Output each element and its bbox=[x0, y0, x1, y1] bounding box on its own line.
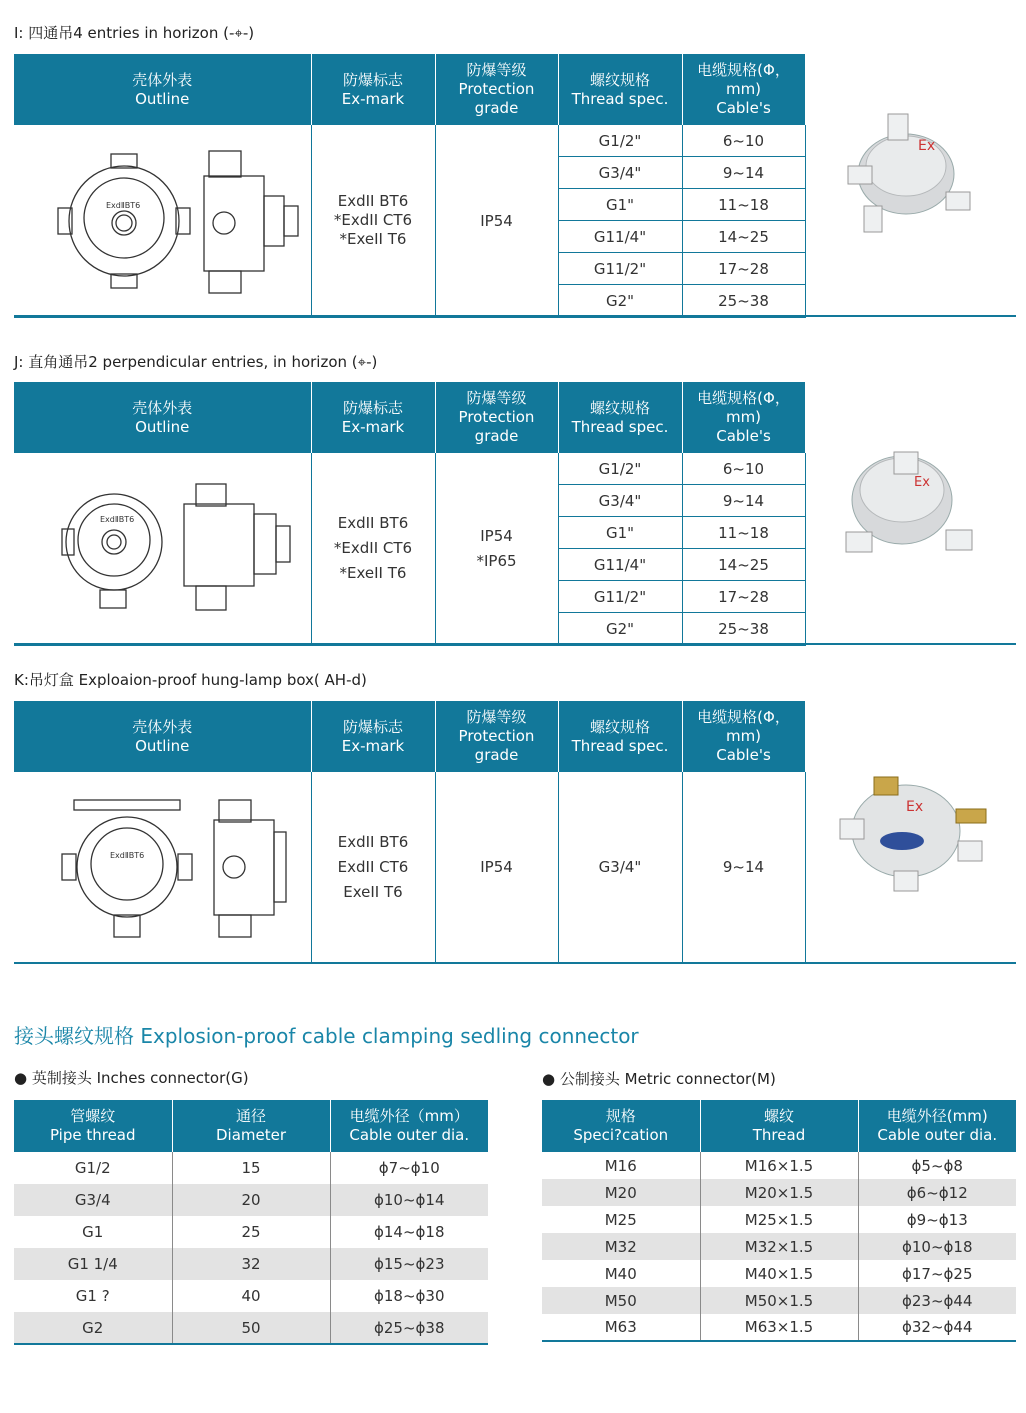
cable-cell: 11~18 bbox=[682, 517, 805, 549]
protection-cell: IP54 bbox=[435, 772, 558, 963]
table-cell: G2 bbox=[14, 1312, 172, 1344]
spec-table-j bbox=[14, 382, 1016, 646]
cable-cell: 9~14 bbox=[682, 485, 805, 517]
table-cell: 50 bbox=[172, 1312, 330, 1344]
header-protection: 防爆等级 Protection grade bbox=[435, 701, 558, 772]
table-cell: ϕ6~ϕ12 bbox=[858, 1179, 1016, 1206]
header-cable: 电缆规格(Φ，mm) Cable's bbox=[682, 382, 805, 453]
thread-cell: G1/2" bbox=[558, 125, 682, 157]
metric-connector-title: ● 公制接头 Metric connector(M) bbox=[542, 1070, 776, 1088]
thread-cell: G11/2" bbox=[558, 581, 682, 613]
table-cell: ϕ32~ϕ44 bbox=[858, 1314, 1016, 1341]
cable-cell: 25~38 bbox=[682, 285, 805, 318]
table-cell: ϕ23~ϕ44 bbox=[858, 1287, 1016, 1314]
table-cell: M40×1.5 bbox=[700, 1260, 858, 1287]
thread-cell: G1/2" bbox=[558, 453, 682, 485]
junction-box-drawing-icon bbox=[14, 126, 311, 316]
outline-drawing-cell bbox=[14, 772, 311, 963]
header-exmark: 防爆标志 Ex-mark bbox=[311, 701, 435, 772]
section-title-k: K:吊灯盒 Exploaion-proof hung-lamp box( AH-d) bbox=[14, 671, 367, 689]
header-outline: 壳体外表 Outline bbox=[14, 701, 311, 772]
table-cell: M40 bbox=[542, 1260, 700, 1287]
header-cable-outer: 电缆外径（mm） Cable outer dia. bbox=[330, 1100, 488, 1152]
table-cell: M16 bbox=[542, 1152, 700, 1179]
junction-box-drawing-icon bbox=[14, 454, 311, 644]
inch-connector-table bbox=[14, 1100, 488, 1345]
thread-cell: G1" bbox=[558, 517, 682, 549]
thread-cell: G2" bbox=[558, 613, 682, 646]
table-cell: G1 1/4 bbox=[14, 1248, 172, 1280]
table-cell: G1 bbox=[14, 1216, 172, 1248]
thread-cell: G3/4" bbox=[558, 485, 682, 517]
table-cell: ϕ14~ϕ18 bbox=[373, 1223, 445, 1241]
table-cell: 40 bbox=[172, 1280, 330, 1312]
cable-cell: 14~25 bbox=[682, 549, 805, 581]
cable-cell: 11~18 bbox=[682, 189, 805, 221]
header-thread: 螺纹规格 Thread spec. bbox=[558, 701, 682, 772]
table-cell: ϕ17~ϕ25 bbox=[901, 1264, 973, 1283]
table-cell: M50×1.5 bbox=[700, 1287, 858, 1314]
thread-cell: G11/4" bbox=[558, 549, 682, 581]
protection-cell: IP54 *IP65 bbox=[435, 453, 558, 645]
header-cable: 电缆规格(Φ，mm) Cable's bbox=[682, 54, 805, 125]
table-cell: G1/2 bbox=[14, 1152, 172, 1184]
table-cell: 15 bbox=[172, 1152, 330, 1184]
header-exmark: 防爆标志 Ex-mark bbox=[311, 54, 435, 125]
cable-cell: 17~28 bbox=[682, 581, 805, 613]
exmark-cell: ExdII BT6 ExdII CT6 ExeII T6 bbox=[311, 772, 435, 963]
header-thread: 螺纹规格 Thread spec. bbox=[558, 54, 682, 125]
table-cell: 32 bbox=[172, 1248, 330, 1280]
table-cell: M25 bbox=[542, 1206, 700, 1233]
section-title-i: I: 四通吊4 entries in horizon (-⌖-) bbox=[14, 24, 255, 42]
table-cell: 25 bbox=[172, 1216, 330, 1248]
junction-box-photo-icon bbox=[806, 701, 1017, 963]
thread-cell: G1" bbox=[558, 189, 682, 221]
protection-cell: IP54 bbox=[435, 125, 558, 317]
cable-cell: 9~14 bbox=[682, 772, 805, 963]
header-cable: 电缆规格(Φ，mm) Cable's bbox=[682, 701, 805, 772]
svg-text:Ex: Ex bbox=[905, 799, 923, 815]
header-outline: 壳体外表 Outline bbox=[14, 54, 311, 125]
spec-table-k bbox=[14, 701, 1016, 964]
header-cable-outer: 电缆外径(mm) Cable outer dia. bbox=[858, 1100, 1016, 1152]
metric-connector-table bbox=[542, 1100, 1016, 1342]
cable-cell: 6~10 bbox=[682, 125, 805, 157]
table-cell: ϕ25~ϕ38 bbox=[330, 1312, 488, 1344]
cable-cell: 25~38 bbox=[682, 613, 805, 646]
table-cell: M20 bbox=[542, 1179, 700, 1206]
table-cell: M20×1.5 bbox=[700, 1179, 858, 1206]
header-diameter: 通径 Diameter bbox=[172, 1100, 330, 1152]
section-title-j: J: 直角通吊2 perpendicular entries, in horizon (⌖-) bbox=[14, 353, 378, 371]
thread-cell: G2" bbox=[558, 285, 682, 318]
junction-box-photo-icon bbox=[806, 382, 1017, 644]
cable-cell: 6~10 bbox=[682, 453, 805, 485]
table-cell: G3/4 bbox=[14, 1184, 172, 1216]
drawing-label: ExdⅡBT6 bbox=[110, 851, 145, 860]
table-cell: ϕ15~ϕ23 bbox=[330, 1248, 488, 1280]
thread-cell: G3/4" bbox=[558, 157, 682, 189]
thread-cell: G11/4" bbox=[558, 221, 682, 253]
header-specification: 规格 Speci?cation bbox=[542, 1100, 700, 1152]
connector-title: 接头螺纹规格 Explosion-proof cable clamping sedling connector bbox=[14, 1024, 639, 1048]
table-cell: ϕ5~ϕ8 bbox=[911, 1156, 963, 1175]
junction-box-drawing-icon bbox=[14, 772, 311, 962]
header-thread: 螺纹 Thread bbox=[700, 1100, 858, 1152]
header-pipe-thread: 管螺纹 Pipe thread bbox=[14, 1100, 172, 1152]
outline-drawing-cell bbox=[14, 125, 311, 317]
table-cell: ϕ7~ϕ10 bbox=[378, 1159, 440, 1177]
table-cell: ϕ10~ϕ18 bbox=[858, 1233, 1016, 1260]
table-cell: M32 bbox=[542, 1233, 700, 1260]
drawing-label: ExdⅡBT6 bbox=[106, 200, 141, 210]
svg-text:Ex: Ex bbox=[913, 475, 930, 490]
cable-cell: 9~14 bbox=[682, 157, 805, 189]
drawing-label: ExdⅡBT6 bbox=[100, 514, 135, 524]
table-cell: ϕ9~ϕ13 bbox=[906, 1210, 968, 1229]
header-outline: 壳体外表 Outline bbox=[14, 382, 311, 453]
svg-text:Ex: Ex bbox=[917, 138, 935, 154]
spec-table-i bbox=[14, 54, 1016, 318]
outline-drawing-cell bbox=[14, 453, 311, 645]
cable-cell: 17~28 bbox=[682, 253, 805, 285]
inch-connector-title: ● 英制接头 Inches connector(G) bbox=[14, 1069, 249, 1087]
exmark-cell: ExdII BT6 *ExdII CT6 *ExeII T6 bbox=[311, 125, 435, 317]
header-protection: 防爆等级 Protection grade bbox=[435, 54, 558, 125]
table-cell: M63 bbox=[542, 1314, 700, 1341]
header-protection: 防爆等级 Protection grade bbox=[435, 382, 558, 453]
table-cell: ϕ10~ϕ14 bbox=[330, 1184, 488, 1216]
table-cell: G1 ? bbox=[14, 1280, 172, 1312]
header-thread: 螺纹规格 Thread spec. bbox=[558, 382, 682, 453]
table-cell: ϕ18~ϕ30 bbox=[373, 1287, 445, 1305]
table-cell: M63×1.5 bbox=[700, 1314, 858, 1341]
thread-cell: G11/2" bbox=[558, 253, 682, 285]
table-cell: M25×1.5 bbox=[700, 1206, 858, 1233]
exmark-cell: ExdII BT6 *ExdII CT6 *ExeII T6 bbox=[311, 453, 435, 645]
header-exmark: 防爆标志 Ex-mark bbox=[311, 382, 435, 453]
table-cell: 20 bbox=[172, 1184, 330, 1216]
cable-cell: 14~25 bbox=[682, 221, 805, 253]
thread-cell: G3/4" bbox=[558, 772, 682, 963]
table-cell: M32×1.5 bbox=[700, 1233, 858, 1260]
table-cell: M16×1.5 bbox=[700, 1152, 858, 1179]
table-cell: M50 bbox=[542, 1287, 700, 1314]
junction-box-photo-icon bbox=[806, 54, 1017, 316]
